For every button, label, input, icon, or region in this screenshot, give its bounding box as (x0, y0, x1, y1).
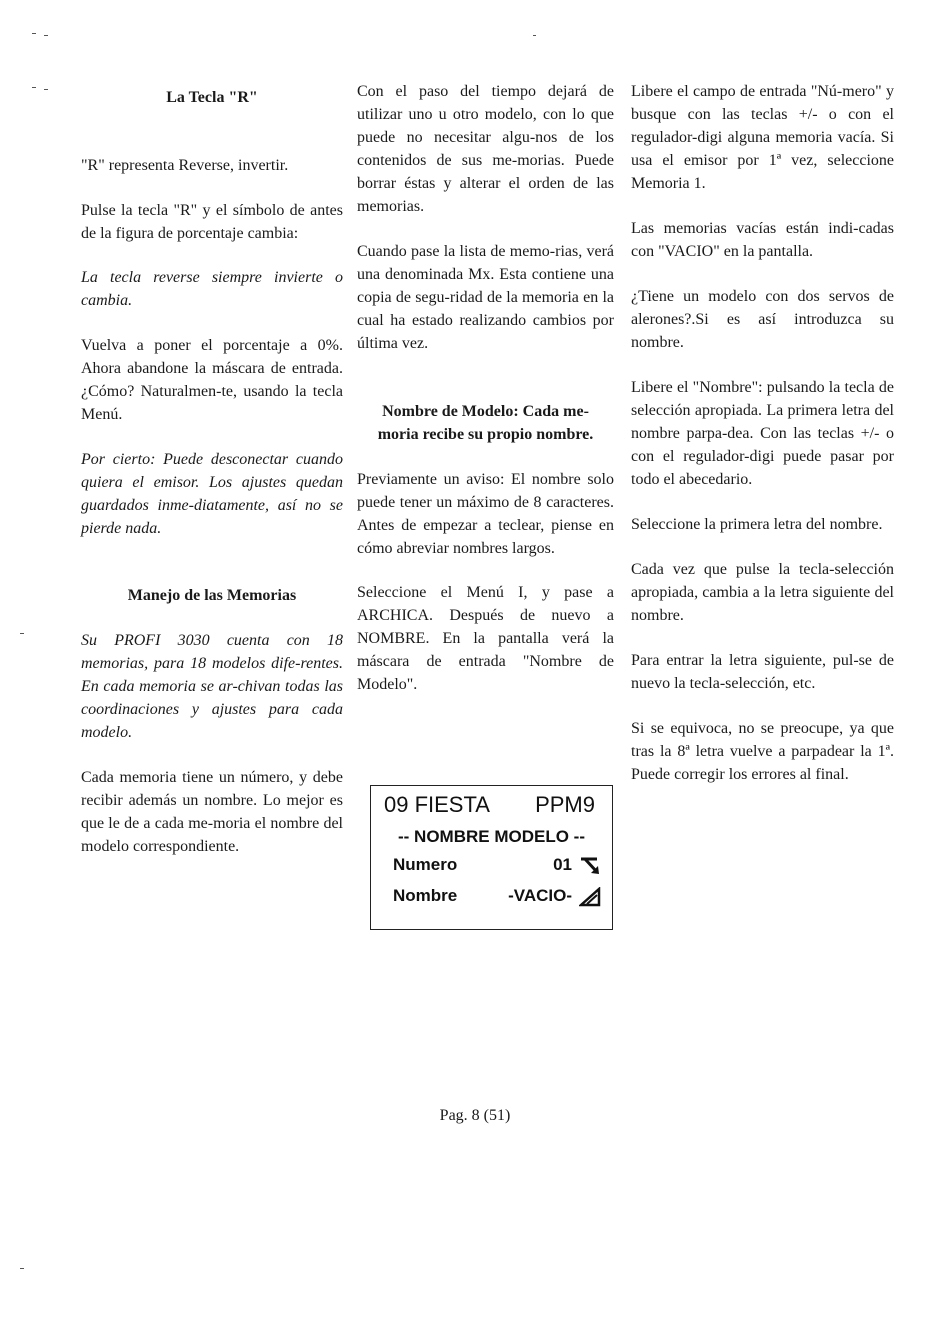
lcd-nombre-label: Nombre (393, 886, 458, 905)
scan-speck (32, 87, 36, 88)
column-1 (81, 80, 343, 858)
paragraph: Libere el "Nombre": pulsando la tecla de selección apropiada. La primera letra del nombre parpa-dea. Con las teclas +/- o con el regulador-digi puede pasar por todo el abecedario. (631, 379, 894, 488)
scan-speck (20, 633, 24, 634)
paragraph: Seleccione el Menú I, y pase a ARCHICA. Después de nuevo a NOMBRE. En la pantalla verá la máscara de entrada "Nombre de Modelo". (357, 584, 614, 693)
paragraph: Cuando pase la lista de memo-rias, verá una denominada Mx. Esta contiene una copia de segu-ridad de la memoria en la cual ha estado realizando cambios por última vez. (357, 243, 614, 352)
paragraph: Con el paso del tiempo dejará de utilizar uno u otro modelo, con lo que puede no necesitar algu-nos de los contenidos de sus me-morias. Puede borrar éstas y alterar el orden de las memorias. (357, 83, 614, 215)
scan-speck (44, 35, 48, 36)
lcd-nombre-value: -VACIO- (508, 886, 572, 905)
paragraph: Previamente un aviso: El nombre solo puede tener un máximo de 8 caracteres. Antes de empezar a teclear, piense en cómo abreviar nombres largos. (357, 471, 614, 557)
lcd-model-name: 09 FIESTA (384, 792, 490, 817)
paragraph: Las memorias vacías están indi-cadas con "VACIO" en la pantalla. (631, 220, 894, 260)
paragraph: "R" representa Reverse, invertir. (81, 157, 289, 174)
heading-nombre-modelo: Nombre de Modelo: Cada me-moria recibe su propio nombre. (377, 403, 594, 443)
lcd-display (370, 785, 613, 930)
lcd-numero-label: Numero (393, 855, 458, 874)
paragraph-italic: Por cierto: Puede desconectar cuando quiera el emisor. Los ajustes quedan guardados inme-diatamente, así no se pierde nada. (81, 451, 343, 537)
paragraph-italic: Su PROFI 3030 cuenta con 18 memorias, para 18 modelos dife-rentes. En cada memoria se ar-chivan todas las coordinaciones y ajustes para cada modelo. (81, 632, 343, 741)
lcd-mode: PPM9 (535, 792, 595, 817)
scan-speck (32, 33, 36, 34)
paragraph: Pulse la tecla "R" y el símbolo de antes de la figura de porcentaje cambia: (81, 202, 343, 242)
column-3 (631, 80, 894, 786)
column-2 (357, 80, 614, 696)
paragraph: ¿Tiene un modelo con dos servos de alerones?.Si es así introduzca su nombre. (631, 288, 894, 351)
arrow-down-right-icon (579, 856, 601, 876)
paragraph-italic: La tecla reverse siempre invierte o cambia. (81, 269, 343, 309)
scan-speck (533, 35, 536, 36)
scan-speck (44, 89, 48, 90)
lcd-title: -- NOMBRE MODELO -- (398, 827, 585, 846)
paragraph: Vuelva a poner el porcentaje a 0%. Ahora abandone la máscara de entrada. ¿Cómo? Naturalmen-te, usando la tecla Menú. (81, 337, 343, 423)
heading-memorias: Manejo de las Memorias (127, 587, 297, 604)
triangle-edit-icon (579, 887, 601, 907)
page-number: Pag. 8 (51) (439, 1107, 511, 1124)
heading-tecla-r: La Tecla "R" (166, 89, 258, 106)
paragraph: Cada vez que pulse la tecla-selección apropiada, cambia a la letra siguiente del nombre. (631, 561, 894, 624)
paragraph: Cada memoria tiene un número, y debe recibir además un nombre. Lo mejor es que le de a cada me-moria el nombre del modelo correspondiente. (81, 769, 343, 855)
paragraph: Seleccione la primera letra del nombre. (631, 516, 883, 533)
scan-speck (20, 1268, 24, 1269)
paragraph: Si se equivoca, no se preocupe, ya que tras la 8ª letra vuelve a parpadear la 1ª. Puede corregir los errores al final. (631, 720, 894, 783)
paragraph: Para entrar la letra siguiente, pul-se de nuevo la tecla-selección, etc. (631, 652, 894, 692)
paragraph: Libere el campo de entrada "Nú-mero" y busque con las teclas +/- o con el regulador-digi alguna memoria vacía. Si usa el emisor por 1ª vez, seleccione Memoria 1. (631, 83, 894, 192)
lcd-numero-value: 01 (553, 855, 572, 874)
